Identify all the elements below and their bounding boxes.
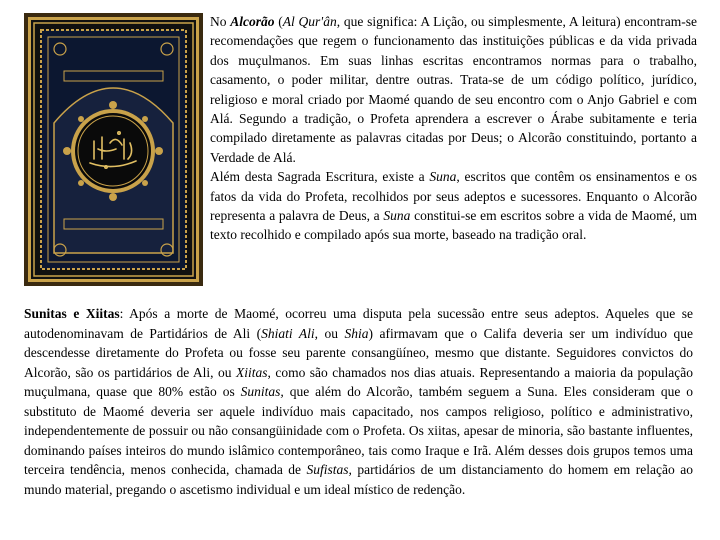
intro-paragraph-suna: Além desta Sagrada Escritura, existe a Suna, escritos que contêm os ensinamentos e os fatos da vida do Profeta, recolhidos por seus adeptos e sucessores. Enquanto o Alcorão representa a palavra de Deus, a Suna constitui-se em escritos sobre a vida de Maomé, um texto recolhido e compilado após sua morte, baseado na tradição oral. <box>210 169 698 243</box>
intro-paragraph-quran: No Alcorão (Al Qur'ân, que significa: A Lição, ou simplesmente, A leitura) encontram-se recomendações que regem o funcionamento das instituições públicas e da vida privada dos muçulmanos. Em suas linhas escritas encontramos normas para o trabalho, casamento, o poder militar, dentre outras. Trata-se de um código político, jurídico, religioso e moral criado por Maomé quando de seu encontro com o Anjo Gabriel e com Alá. Segundo a tradição, o Profeta aprendera a escrever o Árabe subitamente e teria compilado diretamente as palavras citadas por Deus; o Alcorão constituindo, portanto a Verdade de Alá. <box>210 14 698 165</box>
body-paragraph: Sunitas e Xiitas: Após a morte de Maomé, ocorreu uma disputa pela sucessão entre seus adeptos. Aqueles que se autodenominavam de Partidários de Ali (Shiati Ali, ou Shia) afirmavam que o Califa deveria ser um indivíduo que descendesse diretamente do Profeta ou fosse seu parente consangüíneo, mesmo que distante. Seguidores convictos do Alcorão, são os partidários de Ali, ou Xiitas, como são chamados nos dias atuais. Representando a maioria da população muçulmana, quase que 80% estão os Sunitas, que além do Alcorão, também seguem a Suna. Eles consideram que o substituto de Maomé deveria ser aquele indivíduo mais capacitado, nos campos religioso, político e administrativo, independentemente de possuir ou não consangüinidade com o Profeta. Os xiitas, apesar de minoria, são bastante influentes, dominando países inteiros do mundo islâmico contemporâneo, tais como Iraque e Irã. Além desses dois grupos temos uma terceira tendência, menos conhecida, chamada de Sufistas, partidários de um distanciamento do homem em relação ao mundo material, pregando o ascetismo individual e um ideal místico de redenção. <box>24 306 693 497</box>
intro-text <box>210 12 697 245</box>
section-heading: Sunitas e Xiitas <box>24 306 120 321</box>
quran-cover-image <box>24 13 203 286</box>
sunitas-xiitas-section <box>24 304 693 499</box>
